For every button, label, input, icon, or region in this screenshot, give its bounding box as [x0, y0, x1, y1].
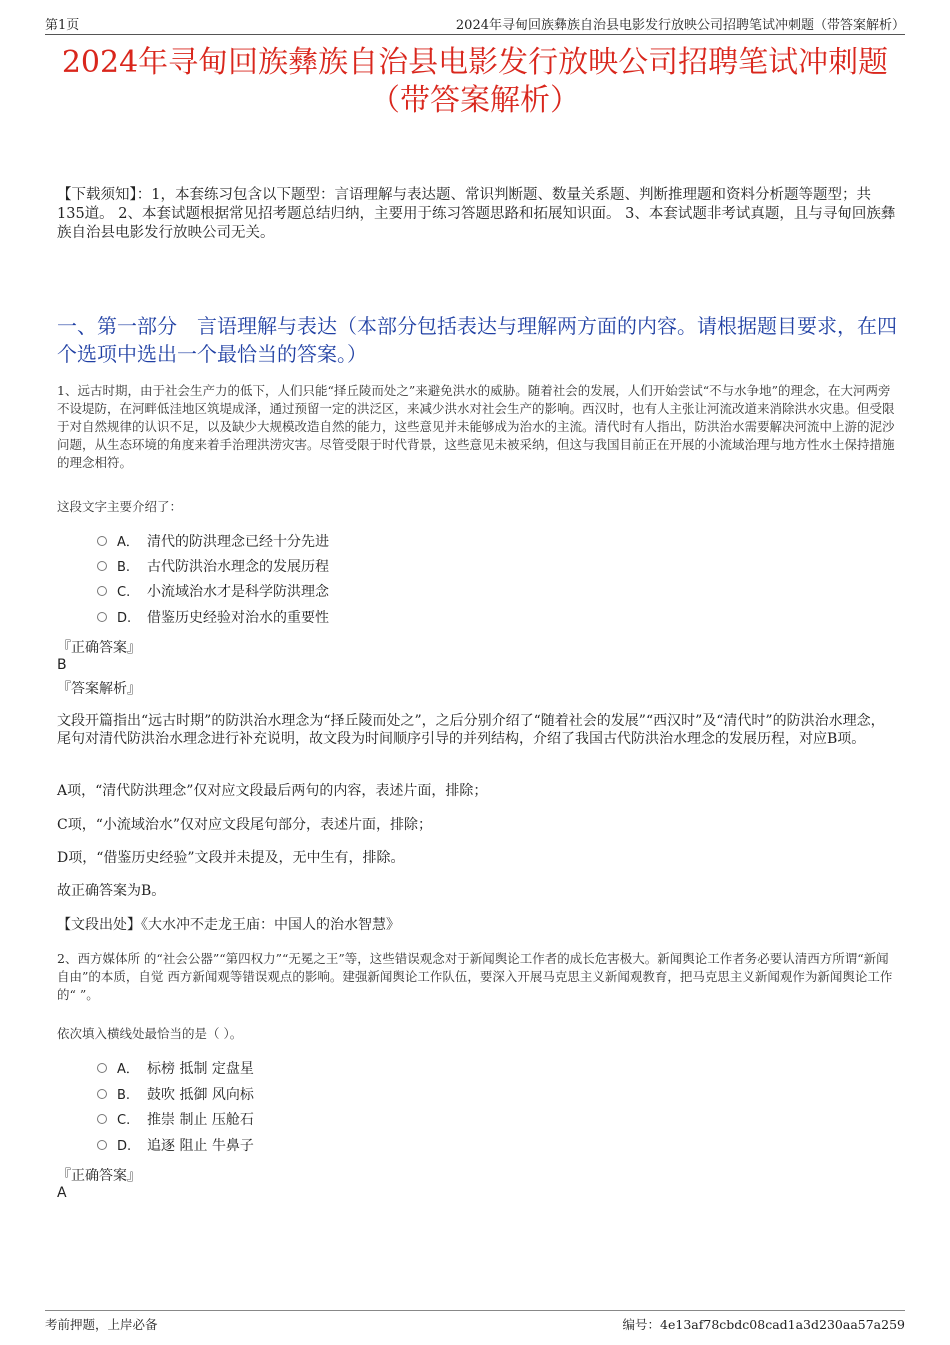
question-1-answer: B — [57, 657, 67, 673]
header-doc-title: 2024年寻甸回族彝族自治县电影发行放映公司招聘笔试冲刺题（带答案解析） — [455, 18, 905, 33]
page-footer — [45, 1310, 905, 1332]
option-letter: A． — [117, 535, 139, 550]
option-letter: B. — [117, 560, 131, 575]
option-letter: C. — [117, 1113, 131, 1128]
question-2-answer: A — [57, 1185, 67, 1201]
download-notice: 【下载须知】：1，本套练习包含以下题型：言语理解与表达题、常识判断题、数量关系题、判断推理题和资料分析题等题型；共135道。 2、本套试题根据常见招考题总结归纳，主要用于练习答题思路和拓展知识面。 3、本套试题非考试真题，且与寻甸回族彝族自治县电影发行放映公司无关。 — [57, 187, 896, 241]
radio-icon[interactable] — [97, 1063, 107, 1073]
radio-icon[interactable] — [97, 1089, 107, 1099]
question-2-option-b[interactable] — [97, 1084, 254, 1106]
analysis-paragraph: A项，“清代防洪理念”仅对应文段最后两句的内容，表述片面，排除； — [57, 783, 488, 799]
radio-icon[interactable] — [97, 1114, 107, 1124]
option-text: 推崇 制止 压舱石 — [147, 1112, 254, 1128]
option-letter: C. — [117, 585, 131, 600]
radio-icon[interactable] — [97, 1140, 107, 1150]
source-citation: 【文段出处】《大水冲不走龙王庙：中国人的治水智慧》 — [57, 917, 400, 933]
analysis-paragraph: 故正确答案为B。 — [57, 883, 166, 899]
page-header — [45, 12, 905, 35]
analysis-paragraph: C项，“小流域治水”仅对应文段尾句部分，表述片面，排除； — [57, 817, 433, 833]
option-text: 小流域治水才是科学防洪理念 — [147, 584, 329, 600]
question-1-text: 1、远古时期，由于社会生产力的低下，人们只能“择丘陵而处之”来避免洪水的威胁。随着社会的发展，人们开始尝试“不与水争地”的理念，在大河两旁不设堤防，在河畔低洼地区筑堤成泽，通过预留一定的洪泛区，来减少洪水对社会生产的影响。西汉时，也有人主张让河流改道来消除洪水灾患。但受限于对自然规律的认识不足，以及缺少大规模改造自然的能力，这些意见并未能够成为治水的主流。清代时有人指出，防洪治水需要解决河流中上游的泥沙问题，从生态环境的角度来着手治理洪涝灾害。尽管受限于时代背景，这些意见未被采纳，但这与我国目前正在开展的小流域治理与地方性水土保持措施的理念相符。 — [57, 383, 895, 470]
question-2-answer-tag: 『正确答案』 — [57, 1168, 141, 1184]
question-1-option-d[interactable] — [97, 607, 329, 629]
analysis-paragraph: D项，“借鉴历史经验”文段并未提及，无中生有，排除。 — [57, 850, 405, 866]
question-1-prompt: 这段文字主要介绍了： — [57, 499, 183, 514]
question-2-option-d[interactable] — [97, 1135, 254, 1157]
question-2-prompt: 依次填入横线处最恰当的是（ ）。 — [57, 1026, 243, 1041]
title-line-2: （带答案解析） — [370, 83, 580, 118]
option-text: 古代防洪治水理念的发展历程 — [147, 559, 329, 575]
option-text: 清代的防洪理念已经十分先进 — [147, 534, 329, 550]
question-1-answer-tag: 『正确答案』 — [57, 640, 141, 656]
option-letter: D. — [117, 611, 132, 626]
question-2-option-a[interactable] — [97, 1058, 254, 1080]
footer-document-id: 编号：4e13af78cbdc08cad1a3d230aa57a259 — [622, 1317, 905, 1332]
document-title — [40, 44, 910, 120]
option-letter: A． — [117, 1062, 139, 1077]
question-2-option-c[interactable] — [97, 1109, 254, 1131]
title-line-1: 2024年寻甸回族彝族自治县电影发行放映公司招聘笔试冲刺题 — [61, 45, 889, 80]
analysis-paragraph: 文段开篇指出“远古时期”的防洪治水理念为“择丘陵而处之”，之后分别介绍了“随着社会的发展”“西汉时”及“清代时”的防洪治水理念，尾句对清代防洪治水理念进行补充说明，故文段为时间顺序引导的并列结构，介绍了我国古代防洪治水理念的发展历程，对应B项。 — [57, 713, 885, 747]
section-heading: 一、第一部分 言语理解与表达（本部分包括表达与理解两方面的内容。请根据题目要求，在四个选项中选出一个最恰当的答案。） — [57, 314, 897, 366]
question-1-option-a[interactable] — [97, 531, 329, 553]
option-text: 鼓吹 抵御 风向标 — [147, 1087, 254, 1103]
option-text: 借鉴历史经验对治水的重要性 — [147, 610, 329, 626]
radio-icon[interactable] — [97, 612, 107, 622]
radio-icon[interactable] — [97, 536, 107, 546]
page-number: 第1页 — [45, 18, 80, 33]
option-text: 追逐 阻止 牛鼻子 — [147, 1138, 254, 1154]
option-letter: D. — [117, 1139, 132, 1154]
question-1-analysis-tag: 『答案解析』 — [57, 681, 141, 697]
question-1-option-b[interactable] — [97, 556, 329, 578]
question-2-text: 2、西方媒体所 的“社会公器”“第四权力”“无冕之王”等，这些错误观念对于新闻舆论工作者的成长危害极大。新闻舆论工作者务必要认清西方所谓“新闻自由”的本质，自觉 西方新闻观等错误观点的影响。建强新闻舆论工作队伍，要深入开展马克思主义新闻观教育，把马克思主义新闻观作为新闻舆论工作的“ ”。 — [57, 951, 893, 1002]
question-1-option-c[interactable] — [97, 581, 329, 603]
radio-icon[interactable] — [97, 586, 107, 596]
footer-slogan: 考前押题，上岸必备 — [45, 1317, 158, 1332]
radio-icon[interactable] — [97, 561, 107, 571]
option-text: 标榜 抵制 定盘星 — [147, 1061, 254, 1077]
option-letter: B. — [117, 1088, 131, 1103]
